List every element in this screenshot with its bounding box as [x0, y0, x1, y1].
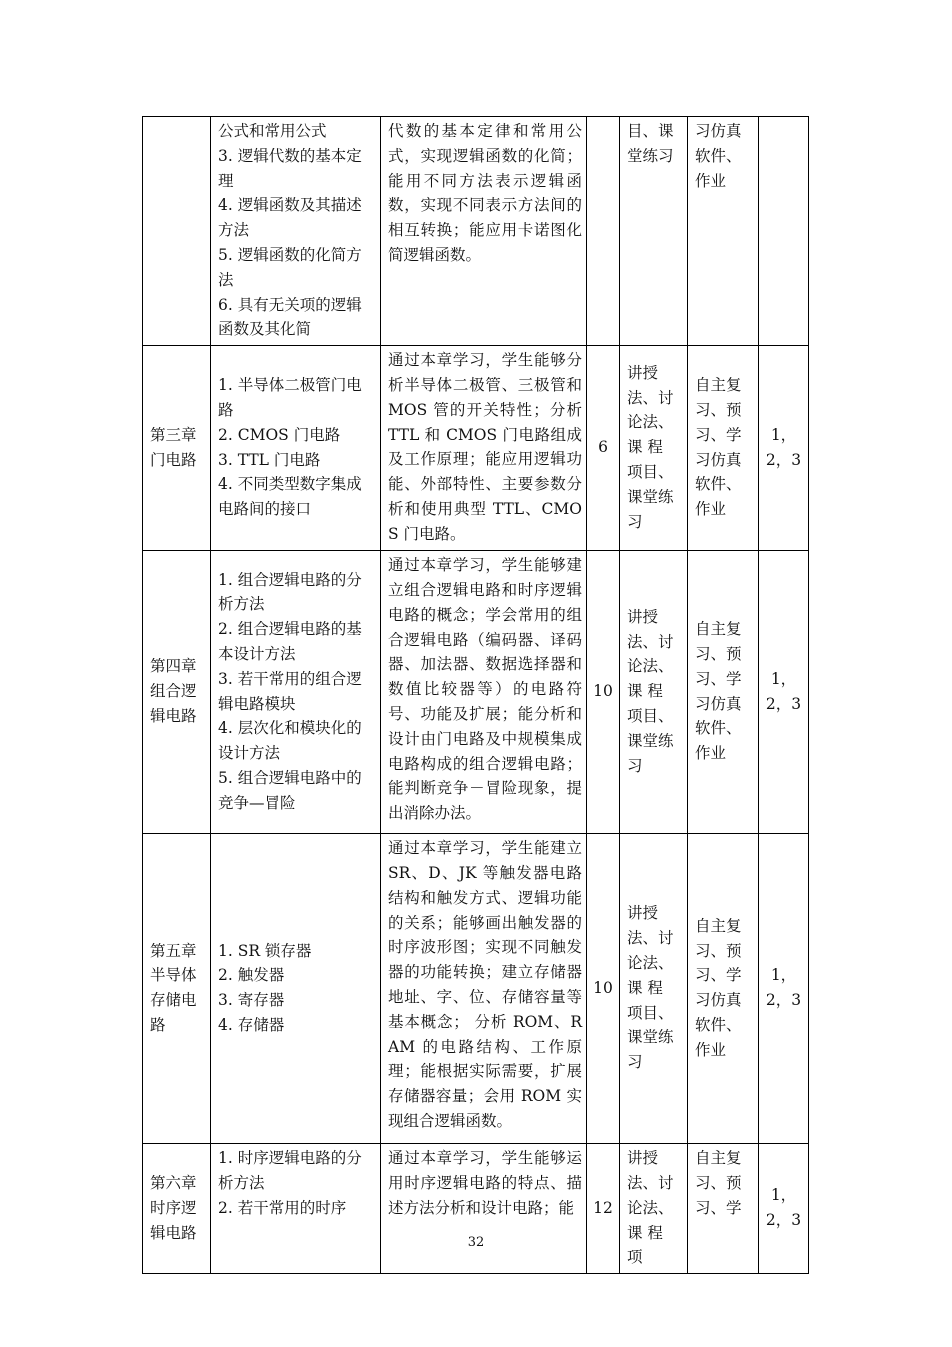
- content-cell: 1. 半导体二极管门电路 2. CMOS 门电路 3. TTL 门电路 4. 不同类型数字集成电路间的接口: [211, 346, 381, 551]
- method-cell: 目、课堂练习: [620, 117, 688, 346]
- goal-cell: 代数的基本定律和常用公式，实现逻辑函数的化简；能用不同方法表示逻辑函数，实现不同表示方法间的相互转换；能应用卡诺图化简逻辑函数。: [381, 117, 587, 346]
- page-number: 32: [467, 1235, 485, 1250]
- chapter-cell: 第四章组合逻辑电路: [143, 551, 211, 834]
- goal-cell: 通过本章学习，学生能够分析半导体二极管、三极管和MOS 管的开关特性；分析TTL 和 CMOS 门电路组成及工作原理；能应用逻辑功能、外部特性、主要参数分析和使用典型 TTL、CMOS 门电路。: [381, 346, 587, 551]
- hours-cell: [587, 117, 620, 346]
- method-cell: 讲授法、讨论法、课 程 项目、课堂练习: [620, 551, 688, 834]
- table-row: [143, 834, 809, 1144]
- table-row: [143, 346, 809, 551]
- hours-cell: 6: [587, 346, 620, 551]
- objectives-cell: 1，2，3: [759, 346, 809, 551]
- study-cell: 自主复习、预习、学: [688, 1144, 759, 1274]
- content-cell: 1. 时序逻辑电路的分析方法 2. 若干常用的时序: [211, 1144, 381, 1274]
- goal-cell: 通过本章学习，学生能够建立组合逻辑电路和时序逻辑电路的概念；学会常用的组合逻辑电路（编码器、译码器、加法器、数据选择器和数值比较器等）的电路符号、功能及扩展；能分析和设计由门电路及中规模集成电路构成的组合逻辑电路；能判断竞争－冒险现象，提出消除办法。: [381, 551, 587, 834]
- objectives-cell: 1，2，3: [759, 551, 809, 834]
- goal-cell: 通过本章学习，学生能够运用时序逻辑电路的特点、描述方法分析和设计电路；能: [381, 1144, 587, 1274]
- content-cell: 1. 组合逻辑电路的分析方法 2. 组合逻辑电路的基本设计方法 3. 若干常用的组合逻辑电路模块 4. 层次化和模块化的设计方法 5. 组合逻辑电路中的竞争—冒险: [211, 551, 381, 834]
- goal-cell: 通过本章学习，学生能建立SR、D、JK 等触发器电路结构和触发方式、逻辑功能的关系；能够画出触发器的时序波形图；实现不同触发器的功能转换；建立存储器地址、字、位、存储容量等基本概念； 分析 ROM、RAM 的电路结构、工作原理；能根据实际需要，扩展存储器容量；会用 ROM 实现组合逻辑函数。: [381, 834, 587, 1144]
- method-cell: 讲授法、讨论法、课 程 项: [620, 1144, 688, 1274]
- hours-cell: 10: [587, 551, 620, 834]
- content-cell: 公式和常用公式 3. 逻辑代数的基本定理 4. 逻辑函数及其描述方法 5. 逻辑函数的化简方法 6. 具有无关项的逻辑函数及其化简: [211, 117, 381, 346]
- chapter-cell: 第三章门电路: [143, 346, 211, 551]
- chapter-cell: [143, 117, 211, 346]
- content-cell: 1. SR 锁存器 2. 触发器 3. 寄存器 4. 存储器: [211, 834, 381, 1144]
- study-cell: 自主复习、预习、学习仿真软件、作业: [688, 834, 759, 1144]
- hours-cell: 12: [587, 1144, 620, 1274]
- method-cell: 讲授法、讨论法、课 程 项目、课堂练习: [620, 834, 688, 1144]
- chapter-cell: 第六章时序逻辑电路: [143, 1144, 211, 1274]
- objectives-cell: 1，2，3: [759, 1144, 809, 1274]
- objectives-cell: 1，2，3: [759, 834, 809, 1144]
- method-cell: 讲授法、讨论法、课 程 项目、课堂练习: [620, 346, 688, 551]
- syllabus-table: [142, 116, 809, 1274]
- hours-cell: 10: [587, 834, 620, 1144]
- table-row: [143, 117, 809, 346]
- objectives-cell: [759, 117, 809, 346]
- chapter-cell: 第五章半导体存储电路: [143, 834, 211, 1144]
- study-cell: 自主复习、预习、学习仿真软件、作业: [688, 551, 759, 834]
- table-row: [143, 551, 809, 834]
- table-row: [143, 1144, 809, 1274]
- study-cell: 自主复习、预习、学习仿真软件、作业: [688, 346, 759, 551]
- study-cell: 习仿真软件、作业: [688, 117, 759, 346]
